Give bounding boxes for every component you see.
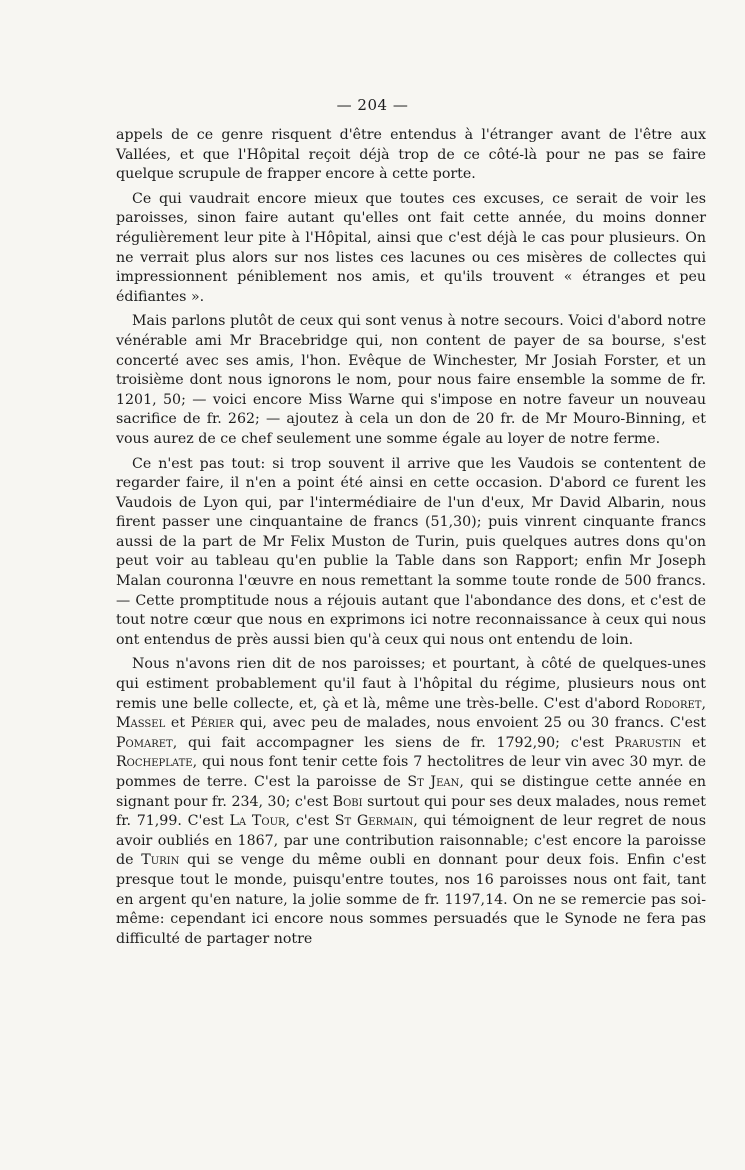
body-text	[116, 126, 706, 954]
place-name: St Germain	[334, 813, 414, 830]
place-name: Pomaret	[116, 734, 173, 751]
text-run: , qui fait accompagner les siens de fr. 1792,90; c'est	[172, 734, 615, 751]
paragraph	[116, 312, 706, 449]
place-name: Bobi	[332, 793, 363, 810]
text-run: qui se venge du même oubli en donnant pour deux fois. Enfin c'est presque tout le monde, puisqu'entre toutes, nos 16 paroisses nous ont fait, tant en argent qu'en nature, la jolie somme de fr. 1197,14. On ne se remercie pas soi-même: cependant ici encore nous sommes persuadés que le Synode ne fera pas difficulté de partager notre	[116, 852, 706, 947]
place-name: Prarustin	[614, 734, 682, 751]
place-name: St Jean	[407, 774, 460, 790]
text-run: qui, avec peu de malades, nous envoient 25 ou 30 francs. C'est	[233, 715, 706, 732]
paragraph	[116, 655, 706, 949]
text-run: Mais parlons plutôt de ceux qui sont venus à notre secours. Voici d'abord notre vénérable ami Mr Bracebridge qui, non content de payer de sa bourse, s'est concerté avec ses amis, l'hon. Evêque de Winchester, Mr Josiah Forster, et un troisième dont nous ignorons le nom, pour nous faire ensemble la somme de fr. 1201, 50; — voici encore Miss Warne qui s'impose en notre faveur un nouveau sacrifice de fr. 262; — ajoutez à cela un don de 20 fr. de Mr Mouro-Binning, et vous aurez de ce chef seulement une somme égale au loyer de notre ferme.	[116, 313, 706, 447]
place-name: Rocheplate	[116, 754, 193, 771]
text-run: surtout qui pour ses deux malades, nous remet fr. 71,99. C'est	[116, 793, 706, 830]
text-run: et	[165, 715, 191, 732]
text-run: , c'est	[285, 813, 335, 830]
paragraph	[116, 455, 706, 651]
place-name: Rodoret	[644, 695, 702, 712]
text-run: , qui témoignent de leur regret de nous avoir oubliés en 1867, par une contribution raisonnable; c'est encore la paroisse de	[116, 813, 706, 869]
place-name: La Tour	[229, 813, 286, 830]
text-run: ,	[701, 695, 706, 712]
text-run: appels de ce genre risquent d'être entendus à l'étranger avant de l'être aux Vallées, et que l'Hôpital reçoit déjà trop de ce côté-là pour ne pas se faire quelque scrupule de frapper encore à cette porte.	[116, 127, 706, 183]
place-name: Turin	[141, 852, 180, 869]
text-run: Ce qui vaudrait encore mieux que toutes ces excuses, ce serait de voir les paroisses, sinon faire autant qu'elles ont fait cette année, du moins donner régulièrement leur pite à l'Hôpital, ainsi que c'est déjà le cas pour plusieurs. On ne verrait plus alors sur nos listes ces lacunes ou ces misères de collectes qui impressionnent péniblement nos amis, et qu'ils trouvent « étranges et peu édifiantes ».	[116, 190, 706, 305]
text-run: Ce n'est pas tout: si trop souvent il arrive que les Vaudois se contentent de regarder faire, il n'en a point été ainsi en cette occasion. D'abord ce furent les Vaudois de Lyon qui, par l'intermédiaire de l'un d'eux, Mr David Albarin, nous firent passer une cinquantaine de francs (51,30); puis vinrent cinquante francs aussi de la part de Mr Felix Muston de Turin, puis quelques autres dons qu'on peut voir au tableau qu'en publie la Table dans son Rapport; enfin Mr Joseph Malan couronna l'œuvre en nous remettant la somme toute ronde de 500 francs. — Cette promptitude nous a réjouis autant que l'abondance des dons, et c'est de tout notre cœur que nous en exprimons ici notre reconnaissance à ceux qui nous ont entendus de près aussi bien qu'à ceux qui nous ont entendu de loin.	[116, 455, 706, 648]
text-run: et	[681, 734, 707, 751]
text-run: , qui se distingue cette année en signant pour fr. 234, 30; c'est	[116, 774, 707, 810]
paragraph	[116, 126, 706, 185]
page-number: — 204 —	[336, 96, 409, 114]
paragraph	[116, 190, 706, 308]
text-run: , qui nous font tenir cette fois 7 hectolitres de leur vin avec 30 myr. de pommes de terre. C'est la paroisse de	[116, 754, 706, 790]
place-name: Périer	[190, 715, 234, 732]
text-run: Nous n'avons rien dit de nos paroisses; et pourtant, à côté de quelques-unes qui estiment probablement qu'il faut à l'hôpital du régime, plusieurs nous ont remis une belle collecte, et, çà et là, même une très-belle. C'est d'abord	[116, 656, 706, 712]
place-name: Massel	[116, 715, 166, 732]
